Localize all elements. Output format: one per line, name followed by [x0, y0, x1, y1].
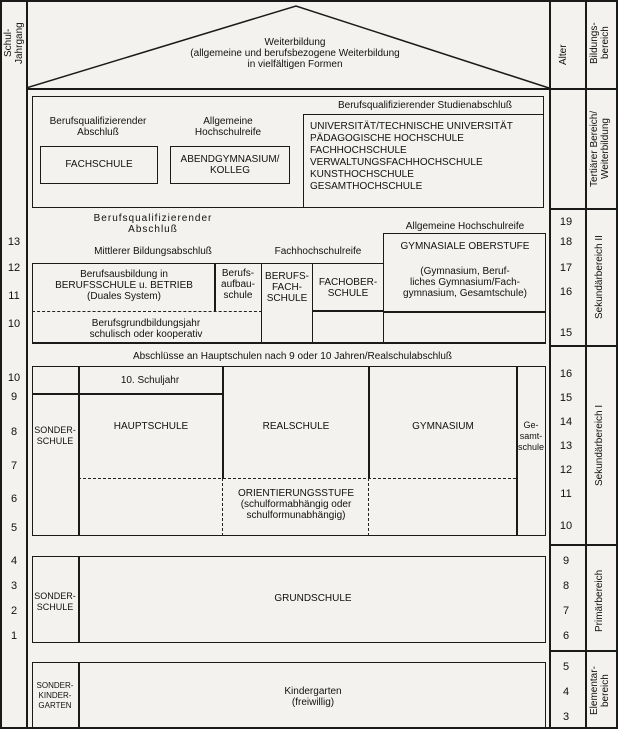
age-16a: 16 — [559, 286, 573, 298]
area-column-divider — [585, 0, 587, 729]
schuljahr10-label: 10. Schuljahr — [120, 375, 180, 386]
school-year-5: 5 — [10, 522, 18, 534]
school-year-9: 9 — [10, 391, 18, 403]
age-9: 9 — [562, 555, 570, 567]
abschluesse-label: Abschlüsse an Hauptschulen nach 9 oder 10 Jahren/Realschulabschluß — [132, 351, 453, 362]
kindergarten-label: Kindergarten (freiwillig) — [284, 686, 342, 708]
age-13: 13 — [559, 440, 573, 452]
age-15b: 15 — [559, 392, 573, 404]
school-year-10a: 10 — [7, 318, 21, 330]
age-7: 7 — [562, 605, 570, 617]
left-column-divider — [26, 0, 28, 729]
berufsfachschule-label: BERUFS- FACH- SCHULE — [265, 271, 309, 304]
primar-area-bottom — [549, 650, 618, 652]
schuljahr10-bottom — [78, 393, 223, 395]
abendgymnasium-label: ABENDGYMNASIUM/ KOLLEG — [180, 154, 280, 176]
gymnasium-label: GYMNASIUM — [412, 421, 474, 432]
grundbildungsjahr-label: Berufsgrundbildungsjahr schulisch oder kooperativ — [89, 318, 203, 340]
fachoberschule-label: FACHOBER- SCHULE — [318, 277, 378, 299]
age-14: 14 — [559, 416, 573, 428]
school-year-3: 3 — [10, 580, 18, 592]
university-list: UNIVERSITÄT/TECHNISCHE UNIVERSITÄT PÄDAGOGISCHE HOCHSCHULE FACHHOCHSCHULE VERWALTUNGSFACHHOCHSCHULE KUNSTHOCHSCHULE GESAMTHOCHSCHULE — [310, 121, 513, 192]
school-year-1: 1 — [10, 630, 18, 642]
age-11: 11 — [560, 488, 572, 500]
allg-hochschulreife-label: Allgemeine Hochschulreife — [405, 221, 525, 232]
sek1-area-bottom — [549, 544, 618, 546]
hochschulreife-label: Allgemeine Hochschulreife — [194, 116, 262, 138]
school-year-13: 13 — [7, 236, 21, 248]
age-column-divider — [549, 0, 551, 729]
gymnasiale-title: GYMNASIALE OBERSTUFE — [400, 241, 530, 252]
age-header: Alter — [558, 44, 569, 66]
school-year-10b: 10 — [7, 372, 21, 384]
roof-base-line — [26, 88, 618, 90]
weiterbildung-label: Weiterbildung (allgemeine und berufsbezogene Weiterbildung in vielfältigen Formen — [190, 37, 400, 70]
age-6: 6 — [562, 630, 570, 642]
age-8: 8 — [562, 580, 570, 592]
berufsqual-abschluss-label: Berufsqualifizierender Abschluß — [93, 213, 213, 235]
age-17: 17 — [559, 262, 573, 274]
area-elementar: Elementar- bereich — [589, 666, 611, 716]
school-year-12: 12 — [7, 262, 21, 274]
school-year-2: 2 — [10, 605, 18, 617]
sonderkindergarten-label: SONDER- KINDER- GARTEN — [36, 681, 74, 710]
orientierung-dash-top — [78, 478, 516, 479]
school-year-header: Schul- Jahrgang — [3, 22, 25, 64]
age-12: 12 — [559, 464, 573, 476]
age-19: 19 — [559, 216, 573, 228]
berufsqual-label: Berufsqualifizierender Abschluß — [49, 116, 147, 138]
tertiary-bottom-line — [549, 208, 618, 210]
area-header: Bildungs- bereich — [589, 22, 611, 64]
age-16b: 16 — [559, 368, 573, 380]
age-10: 10 — [559, 520, 573, 532]
school-year-6: 6 — [10, 493, 18, 505]
realschule-label: REALSCHULE — [262, 421, 330, 432]
orientierung-label: ORIENTIERUNGSSTUFE (schulformabhängig oder schulformunabhängig) — [237, 488, 355, 521]
school-year-8: 8 — [10, 426, 18, 438]
gymnasiale-desc: (Gymnasium, Beruf- liches Gymnasium/Fach- gymnasium, Gesamtschule) — [403, 266, 527, 299]
grundschule-label: GRUNDSCHULE — [274, 593, 352, 604]
sek1-sonder-top — [32, 393, 79, 395]
age-3: 3 — [562, 711, 570, 723]
sek1-sonderschule-divider — [78, 393, 80, 536]
fachoberschule-bottom — [312, 310, 384, 312]
area-tertiaer: Tertiärer Bereich/ Weiterbildung — [589, 110, 611, 188]
fachhochschulreife-label: Fachhochschulreife — [274, 246, 362, 257]
school-year-7: 7 — [10, 460, 18, 472]
primar-sonderschule-label: SONDER- SCHULE — [34, 591, 76, 612]
berufsausbildung-label: Berufsausbildung in BERUFSSCHULE u. BETRIEB (Duales System) — [55, 269, 193, 302]
gymnasiale-inner-bottom — [383, 311, 546, 313]
age-15a: 15 — [559, 327, 573, 339]
fachschule-label: FACHSCHULE — [65, 159, 133, 170]
age-5: 5 — [562, 661, 570, 673]
gesamtschule-label: Ge- samt- schule — [517, 420, 544, 452]
mittlerer-label: Mittlerer Bildungsabschluß — [94, 246, 212, 257]
grundbildungsjahr-dash — [32, 311, 262, 312]
school-year-11: 11 — [8, 290, 20, 302]
age-18: 18 — [559, 236, 573, 248]
area-primar: Primärbereich — [594, 569, 605, 633]
area-sek2: Sekundärbereich II — [594, 235, 605, 319]
studienabschluss-label: Berufsqualifizierender Studienabschluß — [338, 100, 512, 111]
berufsaufbauschule-label: Berufs- aufbau- schule — [221, 268, 255, 301]
sek1-sonderschule-label: SONDER- SCHULE — [34, 425, 76, 446]
sek2-area-bottom — [549, 345, 618, 347]
hauptschule-label: HAUPTSCHULE — [113, 421, 189, 432]
area-sek1: Sekundärbereich I — [594, 404, 605, 486]
sek2-bottom-line — [32, 342, 546, 344]
school-year-4: 4 — [10, 555, 18, 567]
age-4: 4 — [562, 686, 570, 698]
